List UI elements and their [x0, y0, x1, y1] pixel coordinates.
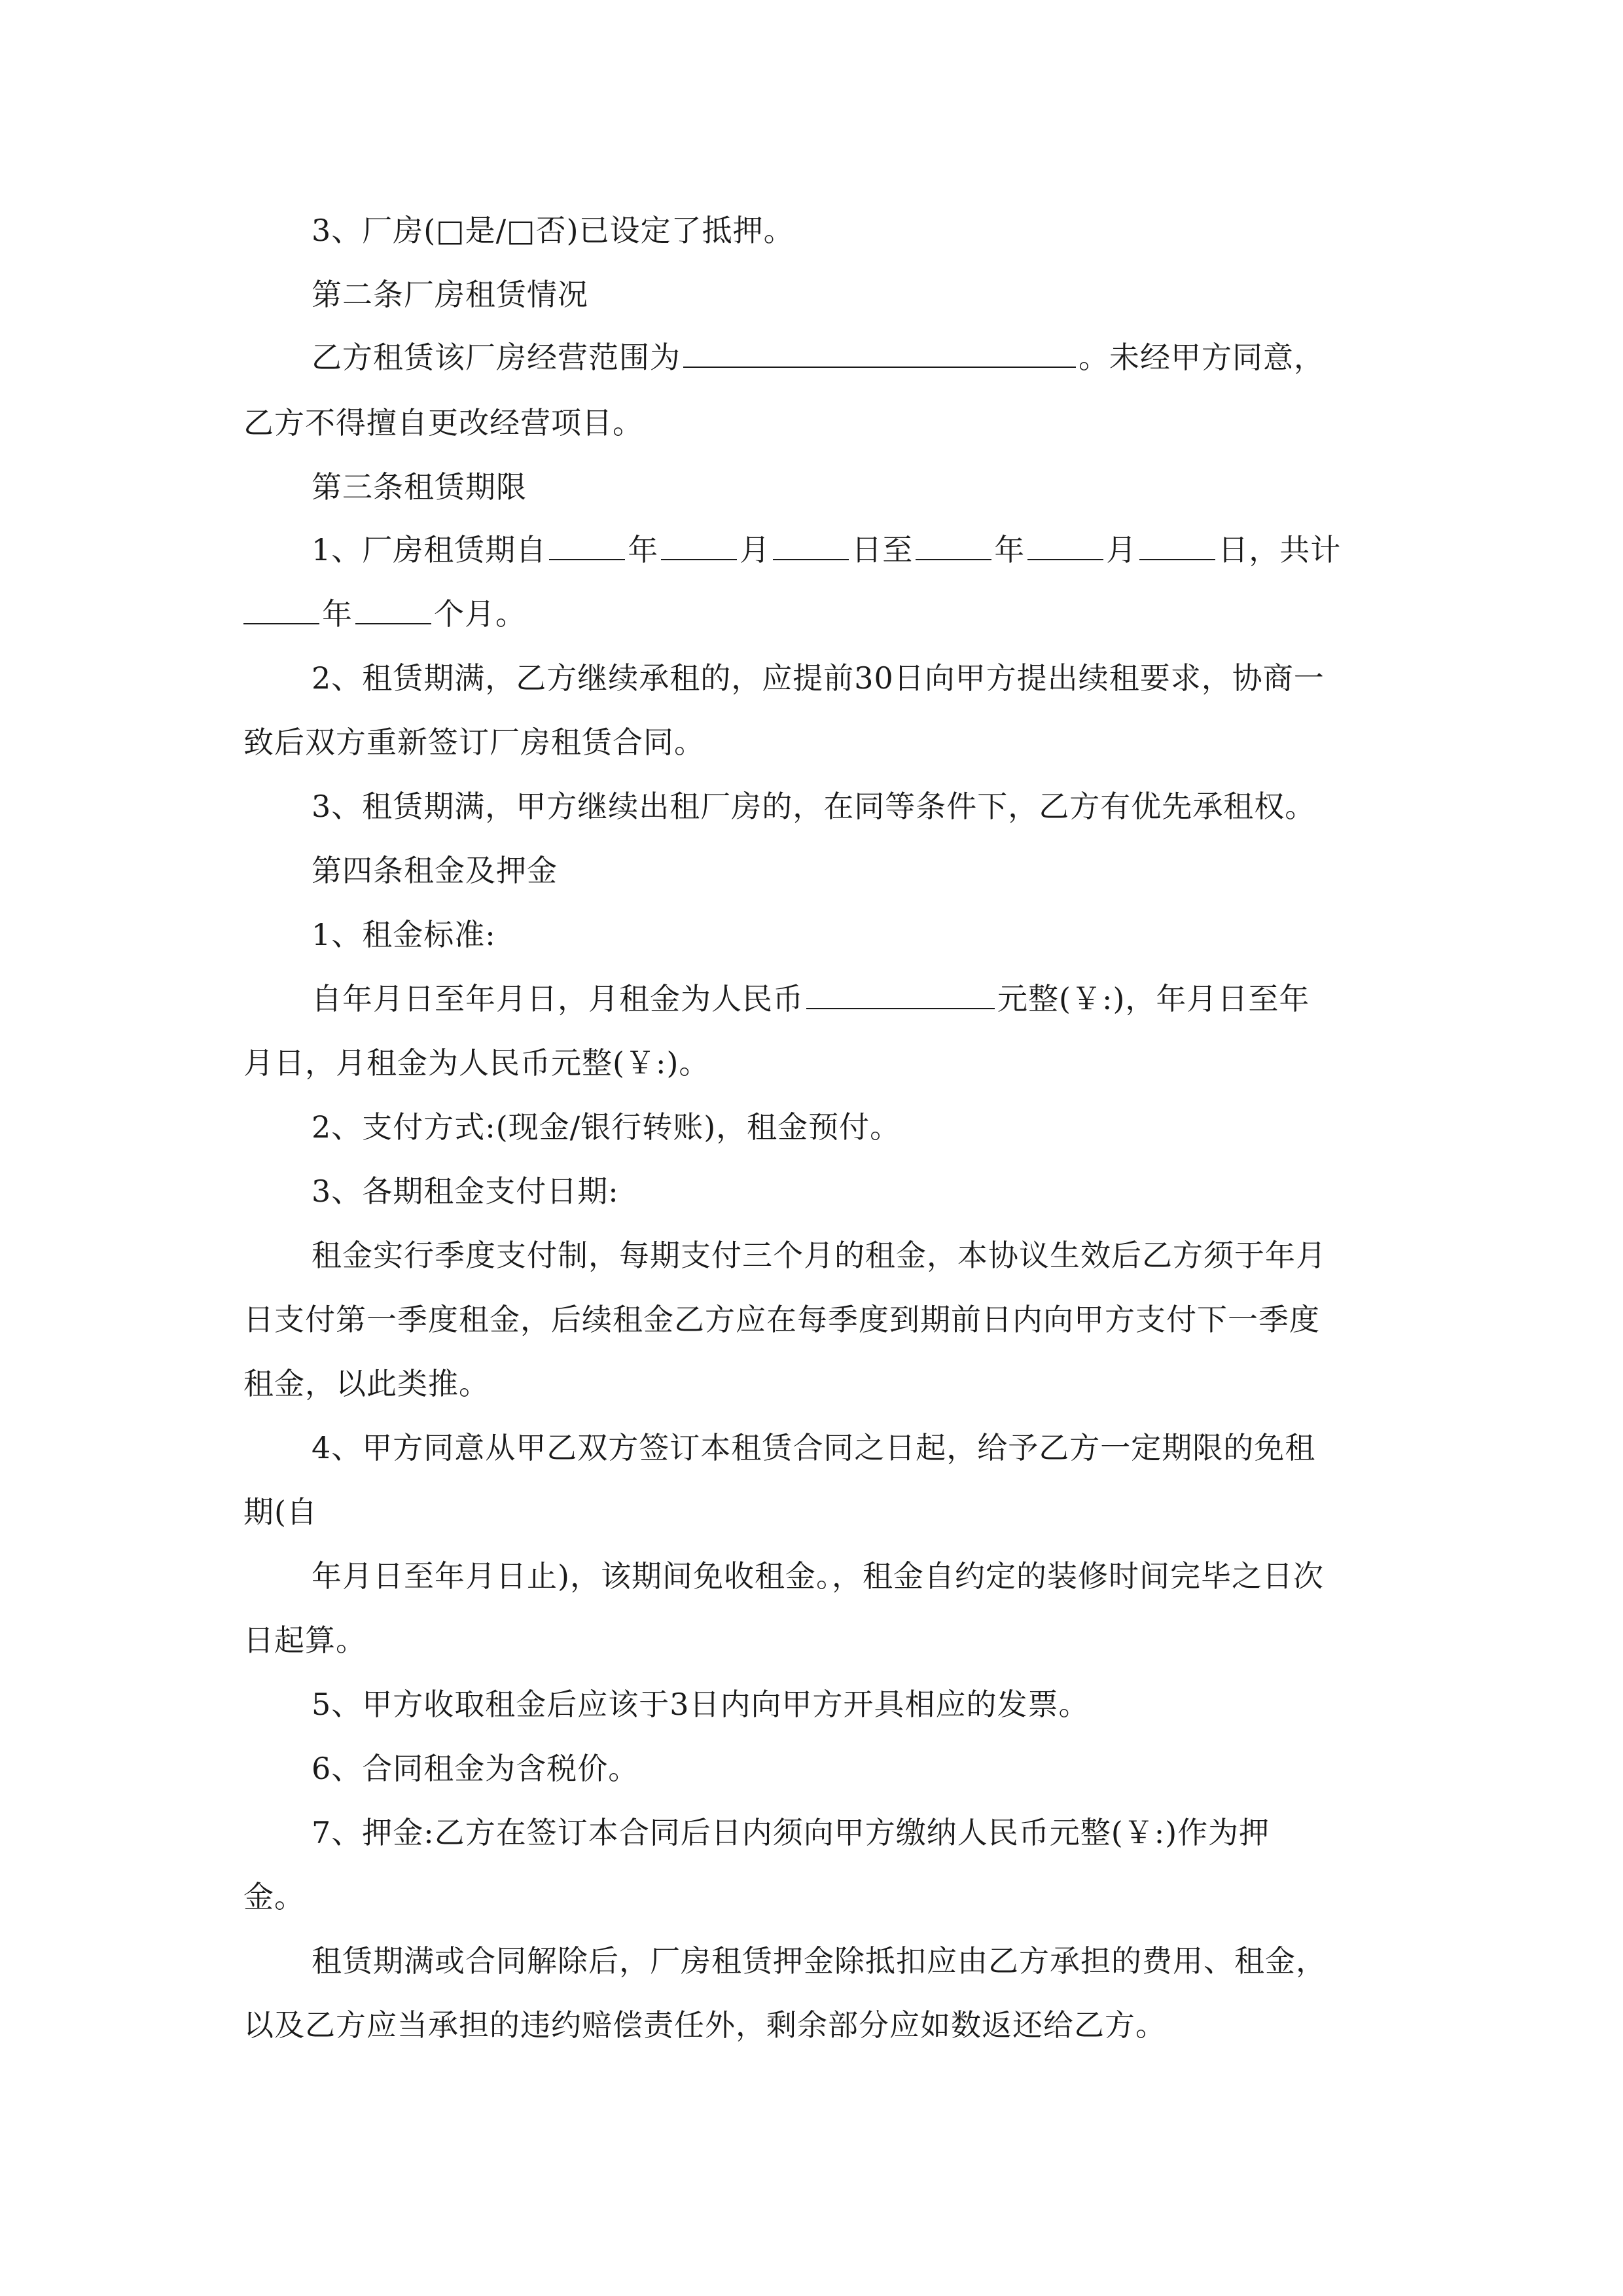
- renewal-clause: 2、租赁期满，乙方继续承租的，应提前30日向甲方提出续租要求，协商一: [312, 660, 1325, 696]
- total-month-blank: [355, 594, 431, 624]
- rent-standard-line: [312, 979, 1310, 1018]
- business-scope-tail: 。未经甲方同意，: [1079, 340, 1325, 375]
- month-label: 月: [740, 532, 771, 567]
- lease-total-line: [243, 594, 526, 634]
- end-day-blank: [1139, 530, 1215, 560]
- deposit-refund-continuation: 以及乙方应当承担的违约赔偿责任外，剩余部分应如数返还给乙方。: [243, 2007, 1166, 2043]
- priority-lease-clause: 3、租赁期满，甲方继续出租厂房的，在同等条件下，乙方有优先承租权。: [312, 789, 1316, 824]
- year-label: 年: [994, 532, 1026, 567]
- clause-mortgage: 3、厂房(□是/□否)已设定了抵押。: [312, 213, 794, 248]
- start-month-blank: [661, 530, 737, 560]
- rent-free-continuation-2: 年月日至年月日止)，该期间免收租金。，租金自约定的装修时间完毕之日次: [312, 1558, 1324, 1594]
- rent-standard-heading: 1、租金标准:: [312, 917, 496, 952]
- total-year-blank: [243, 594, 319, 624]
- end-year-blank: [916, 530, 991, 560]
- payment-date-heading: 3、各期租金支付日期:: [312, 1174, 619, 1209]
- lease-period-text: 1、厂房租赁期自: [312, 532, 547, 567]
- business-scope-text: 乙方租赁该厂房经营范围为: [312, 340, 681, 375]
- invoice-clause: 5、甲方收取租金后应该于3日内向甲方开具相应的发票。: [312, 1687, 1090, 1722]
- rent-amount-blank: [806, 979, 995, 1009]
- rent-free-continuation-1: 期(自: [243, 1494, 317, 1530]
- deposit-clause: 7、押金:乙方在签订本合同后日内须向甲方缴纳人民币元整(￥:)作为押: [312, 1815, 1270, 1850]
- tax-inclusive-clause: 6、合同租金为含税价。: [312, 1751, 639, 1786]
- year-label: 年: [322, 596, 353, 632]
- business-scope-line: [312, 338, 1325, 377]
- start-day-blank: [773, 530, 849, 560]
- article-4-heading: 第四条租金及押金: [312, 853, 558, 888]
- article-3-heading: 第三条租赁期限: [312, 469, 527, 505]
- quarterly-payment-clause: 租金实行季度支付制，每期支付三个月的租金，本协议生效后乙方须于年月: [312, 1238, 1327, 1273]
- end-month-blank: [1027, 530, 1103, 560]
- renewal-clause-continuation: 致后双方重新签订厂房租赁合同。: [243, 725, 705, 760]
- business-scope-blank: [683, 338, 1076, 368]
- rent-standard-text: 自年月日至年月日，月租金为人民币: [312, 981, 804, 1016]
- rent-free-continuation-3: 日起算。: [243, 1623, 366, 1658]
- business-scope-continuation: 乙方不得擅自更改经营项目。: [243, 405, 643, 440]
- payment-method-clause: 2、支付方式:(现金/银行转账)，租金预付。: [312, 1109, 901, 1145]
- months-label: 个月。: [434, 596, 526, 632]
- rent-standard-continuation: 月日，月租金为人民币元整(￥:)。: [243, 1045, 710, 1081]
- rent-standard-tail: 元整(￥:)，年月日至年: [997, 981, 1310, 1016]
- quarterly-payment-continuation-2: 租金，以此类推。: [243, 1366, 490, 1401]
- quarterly-payment-continuation-1: 日支付第一季度租金，后续租金乙方应在每季度到期前日内向甲方支付下一季度: [243, 1302, 1320, 1337]
- article-2-heading: 第二条厂房租赁情况: [312, 277, 588, 312]
- start-year-blank: [549, 530, 625, 560]
- rent-free-clause: 4、甲方同意从甲乙双方签订本租赁合同之日起，给予乙方一定期限的免租: [312, 1430, 1316, 1465]
- lease-period-line: [312, 530, 1341, 569]
- month-label: 月: [1106, 532, 1137, 567]
- year-label: 年: [628, 532, 659, 567]
- day-to-label: 日至: [851, 532, 914, 567]
- deposit-clause-continuation: 金。: [243, 1879, 305, 1914]
- total-label: 日，共计: [1218, 532, 1342, 567]
- deposit-refund-clause: 租赁期满或合同解除后，厂房租赁押金除抵扣应由乙方承担的费用、租金，: [312, 1943, 1327, 1979]
